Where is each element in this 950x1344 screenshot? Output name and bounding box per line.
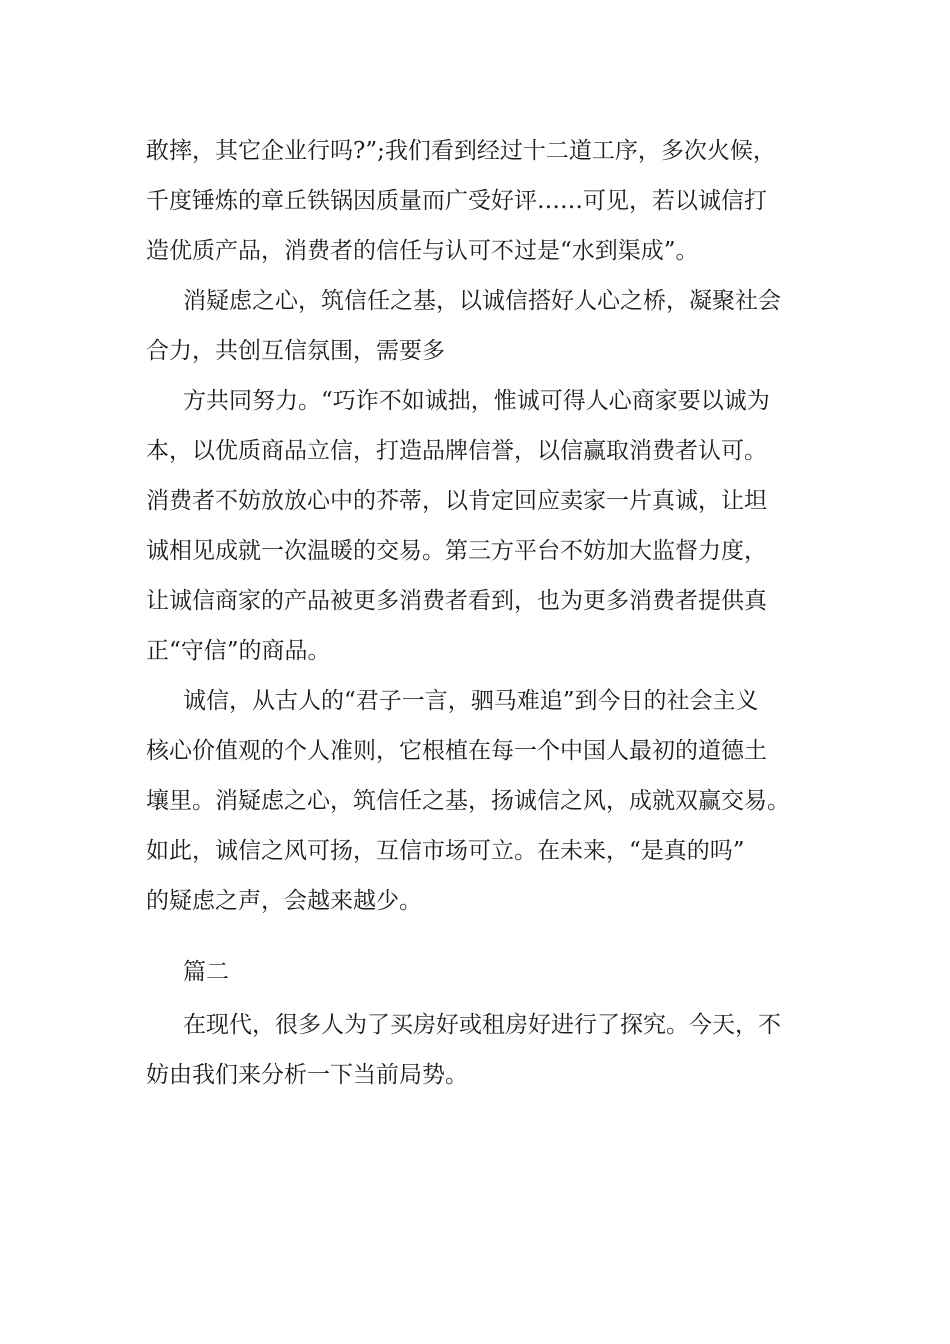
section-heading: 篇二 — [183, 959, 229, 985]
text-line: 的疑虑之声，会越来越少。 — [146, 888, 422, 914]
text-line: 核心价值观的个人准则，它根植在每一个中国人最初的道德土 — [146, 738, 767, 764]
paragraph-start-line: 在现代，很多人为了买房好或租房好进行了探究。今天，不 — [183, 1012, 781, 1038]
text-line: 妨由我们来分析一下当前局势。 — [146, 1062, 468, 1088]
text-line: 让诚信商家的产品被更多消费者看到，也为更多消费者提供真 — [146, 588, 767, 614]
text-line: 合力，共创互信氛围，需要多 — [146, 338, 445, 364]
text-line: 敢摔，其它企业行吗?”;我们看到经过十二道工序，多次火候， — [146, 138, 776, 164]
text-line: 壤里。消疑虑之心，筑信任之基，扬诚信之风，成就双赢交易。 — [146, 788, 790, 814]
text-line: 消费者不妨放放心中的芥蒂，以肯定回应卖家一片真诚，让坦 — [146, 488, 767, 514]
text-line: 造优质产品，消费者的信任与认可不过是“水到渠成”。 — [146, 238, 699, 264]
text-line: 诚相见成就一次温暖的交易。第三方平台不妨加大监督力度， — [146, 538, 767, 564]
text-line: 正“守信”的商品。 — [146, 638, 331, 664]
paragraph-start-line: 方共同努力。“巧诈不如诚拙，惟诚可得人心商家要以诚为 — [183, 388, 770, 414]
paragraph-start-line: 诚信，从古人的“君子一言，驷马难追”到今日的社会主义 — [183, 688, 759, 714]
text-line: 千度锤炼的章丘铁锅因质量而广受好评……可见，若以诚信打 — [146, 188, 767, 214]
text-line: 本，以优质商品立信，打造品牌信誉，以信赢取消费者认可。 — [146, 438, 767, 464]
paragraph-start-line: 消疑虑之心，筑信任之基，以诚信搭好人心之桥，凝聚社会 — [183, 288, 781, 314]
text-line: 如此，诚信之风可扬，互信市场可立。在未来，“是真的吗” — [146, 838, 745, 864]
